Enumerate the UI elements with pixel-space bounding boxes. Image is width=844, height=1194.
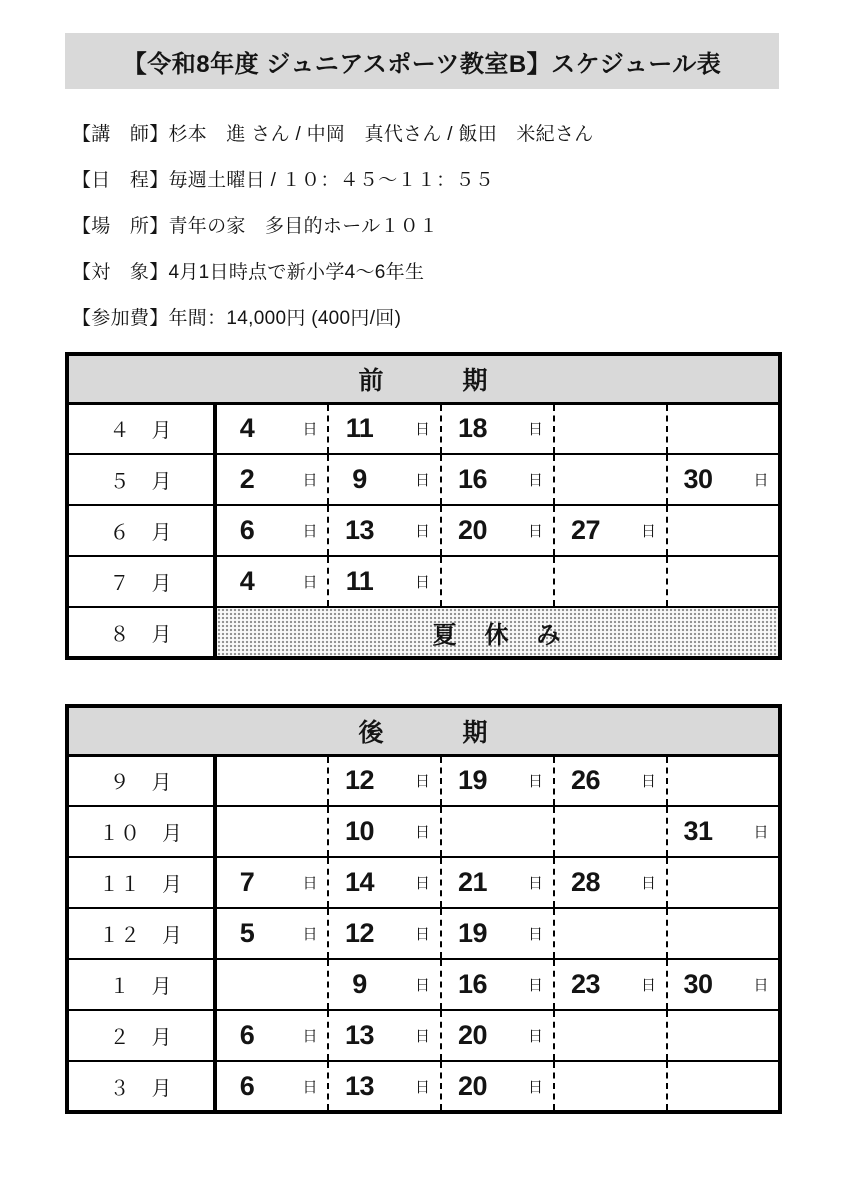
schedule-table-second-term — [65, 704, 782, 1114]
day-number: 31 — [683, 816, 713, 846]
day-cell — [554, 403, 667, 454]
day-suffix: 日 — [527, 875, 543, 892]
day-number: 18 — [457, 413, 488, 444]
day-cell — [667, 403, 780, 454]
day-cell — [328, 959, 441, 1010]
day-cell — [554, 755, 667, 806]
day-cell — [328, 1061, 441, 1112]
month-cell: ２ 月 — [67, 1010, 215, 1061]
day-cell — [215, 1061, 328, 1112]
day-wrap — [442, 1071, 553, 1102]
day-suffix: 日 — [302, 523, 318, 540]
day-cell — [215, 755, 328, 806]
day-wrap — [217, 515, 327, 546]
day-cell — [667, 755, 780, 806]
day-wrap — [555, 969, 666, 1000]
day-number: 13 — [344, 1020, 375, 1050]
day-number: 4 — [239, 566, 255, 596]
schedule-row — [67, 454, 780, 505]
day-cell — [215, 959, 328, 1010]
day-wrap — [555, 515, 666, 546]
day-number: 26 — [570, 765, 601, 796]
day-cell — [667, 454, 780, 505]
day-suffix: 日 — [527, 421, 543, 439]
day-suffix: 日 — [640, 977, 656, 994]
day-cell — [215, 1010, 328, 1061]
day-suffix: 日 — [414, 773, 430, 791]
day-cell — [554, 1010, 667, 1061]
schedule-row — [67, 959, 780, 1010]
day-number: 5 — [239, 918, 255, 948]
term-header-row — [67, 706, 780, 755]
month-cell: １ 月 — [67, 959, 215, 1010]
day-suffix: 日 — [527, 926, 543, 943]
day-cell — [667, 1061, 780, 1112]
day-wrap — [555, 765, 666, 796]
info-line-schedule: 【日 程】毎週土曜日 / １０：４５～１１：５５ — [72, 170, 495, 191]
day-cell — [667, 505, 780, 556]
day-cell — [441, 556, 554, 607]
day-number: 27 — [570, 515, 601, 545]
day-cell — [441, 806, 554, 857]
term-header-row — [67, 354, 780, 403]
day-number: 12 — [344, 918, 375, 948]
day-number: 6 — [239, 1020, 255, 1050]
month-cell: １２ 月 — [67, 908, 215, 959]
first-term-body — [67, 403, 780, 658]
schedule-row — [67, 1061, 780, 1112]
day-suffix: 日 — [414, 977, 430, 994]
day-number: 4 — [239, 413, 255, 444]
month-cell: ６ 月 — [67, 505, 215, 556]
day-number: 16 — [457, 969, 488, 999]
day-cell — [554, 505, 667, 556]
document-title: 【令和8年度 ジュニアスポーツ教室B】スケジュール表 — [122, 50, 722, 78]
schedule-row — [67, 1010, 780, 1061]
day-suffix: 日 — [414, 574, 430, 591]
schedule-row — [67, 806, 780, 857]
day-suffix: 日 — [753, 824, 769, 841]
day-number: 13 — [344, 1070, 375, 1101]
day-cell — [441, 908, 554, 959]
day-cell — [667, 908, 780, 959]
info-line-location: 【場 所】青年の家 多目的ホール１０１ — [72, 216, 439, 237]
day-number: 20 — [457, 1070, 488, 1101]
schedule-row — [67, 607, 780, 658]
day-wrap — [442, 413, 553, 444]
day-wrap — [217, 1071, 327, 1102]
day-cell — [441, 1061, 554, 1112]
day-suffix: 日 — [753, 977, 769, 994]
month-cell: ９ 月 — [67, 755, 215, 806]
day-number: 13 — [344, 515, 375, 545]
month-cell: ５ 月 — [67, 454, 215, 505]
day-wrap — [442, 515, 553, 546]
day-wrap — [668, 969, 778, 1000]
schedule-row — [67, 908, 780, 959]
term-header-second: 後 期 — [67, 706, 780, 755]
day-wrap — [555, 867, 666, 898]
day-cell — [554, 857, 667, 908]
day-cell — [667, 1010, 780, 1061]
schedule-row — [67, 857, 780, 908]
day-suffix: 日 — [302, 1028, 318, 1045]
day-wrap — [217, 566, 327, 597]
day-suffix: 日 — [414, 523, 430, 540]
month-cell: ７ 月 — [67, 556, 215, 607]
day-cell — [215, 908, 328, 959]
day-number: 12 — [344, 765, 375, 796]
day-wrap — [442, 969, 553, 1000]
schedule-row — [67, 755, 780, 806]
day-suffix: 日 — [527, 1028, 543, 1045]
summer-break-cell: 夏 休 み — [215, 607, 780, 658]
day-suffix: 日 — [302, 574, 318, 591]
day-number: 7 — [239, 867, 255, 897]
month-cell: １０ 月 — [67, 806, 215, 857]
day-cell — [441, 959, 554, 1010]
day-wrap — [329, 867, 440, 898]
day-cell — [328, 755, 441, 806]
day-suffix: 日 — [640, 773, 656, 791]
day-cell — [554, 1061, 667, 1112]
day-cell — [215, 857, 328, 908]
day-suffix: 日 — [640, 875, 656, 892]
day-cell — [328, 806, 441, 857]
day-suffix: 日 — [527, 1078, 543, 1096]
day-cell — [215, 403, 328, 454]
day-wrap — [329, 816, 440, 847]
day-wrap — [329, 1071, 440, 1102]
day-cell — [328, 908, 441, 959]
second-term-body — [67, 755, 780, 1112]
day-cell — [328, 454, 441, 505]
day-cell — [215, 806, 328, 857]
day-number: 9 — [352, 969, 367, 999]
day-number: 19 — [457, 918, 488, 948]
day-wrap — [668, 816, 778, 847]
day-cell — [554, 454, 667, 505]
day-cell — [667, 556, 780, 607]
schedule-table-first-term — [65, 352, 782, 660]
day-cell — [441, 857, 554, 908]
day-cell — [328, 556, 441, 607]
day-suffix: 日 — [527, 977, 543, 994]
schedule-row — [67, 556, 780, 607]
day-number: 20 — [457, 515, 488, 545]
day-cell — [441, 1010, 554, 1061]
day-number: 21 — [457, 867, 488, 897]
day-cell — [554, 959, 667, 1010]
day-number: 6 — [239, 515, 255, 545]
day-number: 19 — [457, 765, 488, 796]
day-wrap — [442, 918, 553, 949]
day-wrap — [217, 867, 327, 898]
month-cell: ８ 月 — [67, 607, 215, 658]
day-wrap — [442, 464, 553, 495]
day-wrap — [217, 918, 327, 949]
day-cell — [215, 556, 328, 607]
term-header-first: 前 期 — [67, 354, 780, 403]
day-cell — [328, 505, 441, 556]
info-line-target: 【対 象】4月1日時点で新小学4～6年生 — [72, 262, 425, 283]
day-wrap — [329, 464, 440, 495]
day-number: 20 — [457, 1020, 488, 1050]
day-number: 30 — [683, 464, 713, 494]
day-number: 11 — [345, 413, 374, 444]
day-suffix: 日 — [302, 926, 318, 943]
day-suffix: 日 — [640, 523, 656, 540]
day-wrap — [442, 867, 553, 898]
day-wrap — [329, 969, 440, 1000]
day-number: 11 — [345, 566, 374, 596]
day-wrap — [329, 413, 440, 444]
day-cell — [328, 403, 441, 454]
info-block — [72, 122, 779, 331]
day-number: 2 — [239, 464, 255, 494]
day-cell — [441, 454, 554, 505]
info-line-fee: 【参加費】年間：14,000円 (400円/回) — [72, 308, 402, 329]
day-wrap — [442, 1020, 553, 1051]
day-number: 14 — [344, 867, 375, 897]
day-suffix: 日 — [414, 472, 430, 489]
day-suffix: 日 — [527, 523, 543, 540]
day-suffix: 日 — [414, 421, 430, 439]
day-number: 30 — [683, 969, 713, 999]
day-cell — [441, 403, 554, 454]
day-cell — [554, 908, 667, 959]
month-cell: １１ 月 — [67, 857, 215, 908]
day-wrap — [217, 413, 327, 444]
day-wrap — [329, 918, 440, 949]
day-suffix: 日 — [414, 1078, 430, 1096]
day-number: 16 — [457, 464, 488, 494]
day-wrap — [217, 1020, 327, 1051]
day-cell — [441, 505, 554, 556]
month-cell: ３ 月 — [67, 1061, 215, 1112]
day-suffix: 日 — [302, 472, 318, 489]
day-cell — [215, 454, 328, 505]
day-suffix: 日 — [302, 421, 318, 439]
day-wrap — [217, 464, 327, 495]
day-suffix: 日 — [414, 875, 430, 892]
day-wrap — [442, 765, 553, 796]
day-wrap — [329, 515, 440, 546]
schedule-row — [67, 505, 780, 556]
day-suffix: 日 — [753, 472, 769, 489]
schedule-row — [67, 403, 780, 454]
day-cell — [328, 1010, 441, 1061]
day-wrap — [329, 765, 440, 796]
day-suffix: 日 — [414, 1028, 430, 1045]
day-cell — [667, 806, 780, 857]
day-suffix: 日 — [302, 1078, 318, 1096]
day-cell — [667, 857, 780, 908]
day-cell — [215, 505, 328, 556]
day-wrap — [329, 1020, 440, 1051]
day-cell — [554, 556, 667, 607]
day-number: 10 — [344, 816, 375, 846]
document-title-bar — [65, 33, 779, 89]
day-cell — [328, 857, 441, 908]
day-cell — [554, 806, 667, 857]
day-number: 23 — [570, 969, 601, 999]
day-number: 28 — [570, 867, 601, 897]
month-cell: ４ 月 — [67, 403, 215, 454]
day-suffix: 日 — [527, 472, 543, 489]
info-line-instructors: 【講 師】杉本 進 さん / 中岡 真代さん / 飯田 米紀さん — [72, 124, 594, 145]
day-suffix: 日 — [527, 773, 543, 791]
day-suffix: 日 — [414, 824, 430, 841]
day-suffix: 日 — [302, 875, 318, 892]
day-number: 9 — [352, 464, 367, 494]
day-cell — [667, 959, 780, 1010]
day-suffix: 日 — [414, 926, 430, 943]
day-cell — [441, 755, 554, 806]
day-number: 6 — [239, 1070, 255, 1101]
day-wrap — [668, 464, 778, 495]
day-wrap — [329, 566, 440, 597]
